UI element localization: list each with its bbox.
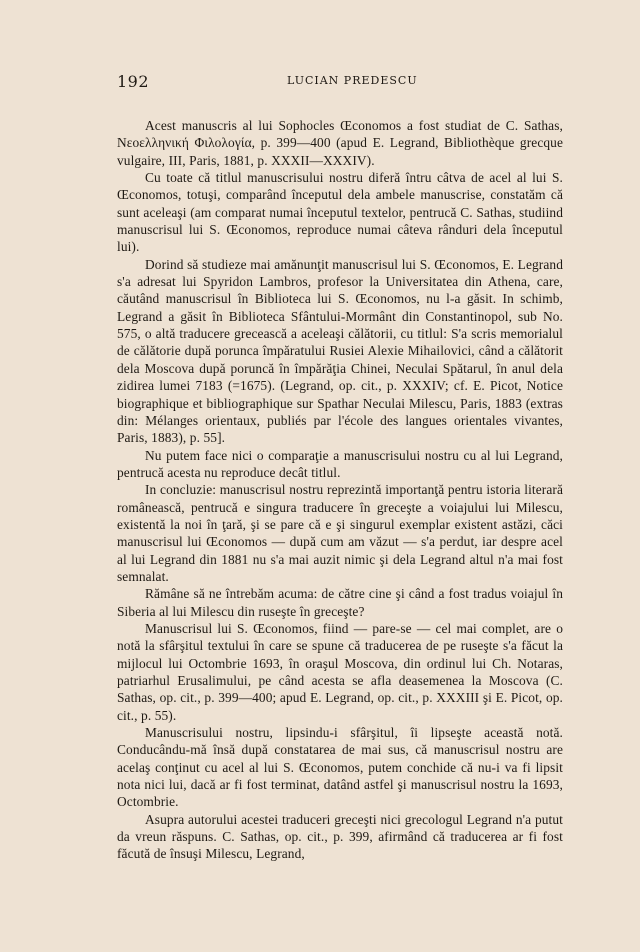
page-header: [117, 72, 563, 92]
paragraph: Rămâne să ne întrebăm acuma: de către cine şi când a fost tradus voiajul în Siberia al lui Milescu din ruseşte în greceşte?: [117, 586, 563, 619]
paragraph: Cu toate că titlul manuscrisului nostru diferă întru câtva de acel al lui S. Œconomos, totuşi, comparând începutul dela ambele manuscrise, constatăm că sunt aceleaşi (am comparat numai începutul textelor, pentrucă C. Sathas, studiind manuscrisul lui S. Œconomos, reproduce numai câteva rânduri dela începutul lui).: [117, 170, 563, 255]
page-number: 192: [117, 72, 150, 91]
paragraph: Asupra autorului acestei traduceri greceşti nici grecologul Legrand n'a putut da vreun răspuns. C. Sathas, op. cit., p. 399, afirmând că traducerea ar fi fost făcută de însuşi Milescu, Legrand,: [117, 811, 563, 862]
paragraph: Nu putem face nici o comparaţie a manuscrisului nostru cu al lui Legrand, pentrucă acesta nu reproduce decât titlul.: [117, 447, 563, 480]
paragraph: In concluzie: manuscrisul nostru reprezintă importanţă pentru istoria literară românească, pentrucă e singura traducere în greceşte a voiajului lui Milescu, existentă la noi în ţară, şi se pare că e şi singurul exemplar existent astăzi, căci manuscrisul lui Œconomos — după cum am văzut — s'a perdut, iar despre acel al lui Legrand din 1881 nu s'a mai auzit nimic şi dela Legrand altul n'a mai fost semnalat.: [117, 482, 563, 584]
paragraph: Acest manuscris al lui Sophocles Œconomos a fost studiat de C. Sathas, Νεοελληνική Φιλολογία, p. 399—400 (apud E. Legrand, Bibliothèque grecque vulgaire, III, Paris, 1881, p. XXXII—XXXIV).: [117, 118, 563, 168]
paragraph: Dorind să studieze mai amănunţit manuscrisul lui S. Œconomos, E. Legrand s'a adresat lui Spyridon Lambros, profesor la Universitatea din Athena, care, căutând manuscrisul în Biblioteca lui S. Œconomos, nu l-a găsit. In schimb, Legrand a găsit în Biblioteca Sfântului-Mormânt din Constantinopol, sub No. 575, o altă traducere grecească a aceleaşi călătorii, cu titlul: S'a scris memorialul de călătorie după porunca împăratului Rusiei Alexie Mihailovici, când a călătorit dela Moscova după poruncă în împărăţia Chinei, Neculai Spătarul, în anul dela zidirea lumei 7183 (=1675). (Legrand, op. cit., p. XXXIV; cf. E. Picot, Notice biographique et bibliographique sur Spathar Neculai Milescu, Paris, 1883 (extras din: Mélanges orientaux, publiés par l'école des langues orientales vivantes, Paris, 1883), p. 55].: [117, 256, 563, 446]
paragraph: Manuscrisul lui S. Œconomos, fiind — pare-se — cel mai complet, are o notă la sfârşitul textului în care se spune că traducerea de pe ruseşte s'a făcut la mijlocul lui Octombrie 1693, în oraşul Moscova, din ordinul lui Ch. Notaras, patriarhul Erusalimului, pe când acesta se afla deasemenea la Moscova (C. Sathas, op. cit., p. 399—400; apud E. Legrand, op. cit., p. XXXIII şi E. Picot, op. cit., p. 55).: [117, 620, 563, 723]
page-body: [117, 117, 563, 863]
paragraph: Manuscrisului nostru, lipsindu-i sfârşitul, îi lipseşte această notă. Conducându-mă însă după constatarea de mai sus, că manuscrisul nostru are acelaş conţinut cu acel al lui S. Œconomos, putem conchide că nu-i va fi lipsit nota nici lui, dacă ar fi fost terminat, datând astfel şi manuscrisul nostru la 1693, Octombrie.: [117, 725, 563, 810]
running-head: LUCIAN PREDESCU: [287, 74, 418, 87]
